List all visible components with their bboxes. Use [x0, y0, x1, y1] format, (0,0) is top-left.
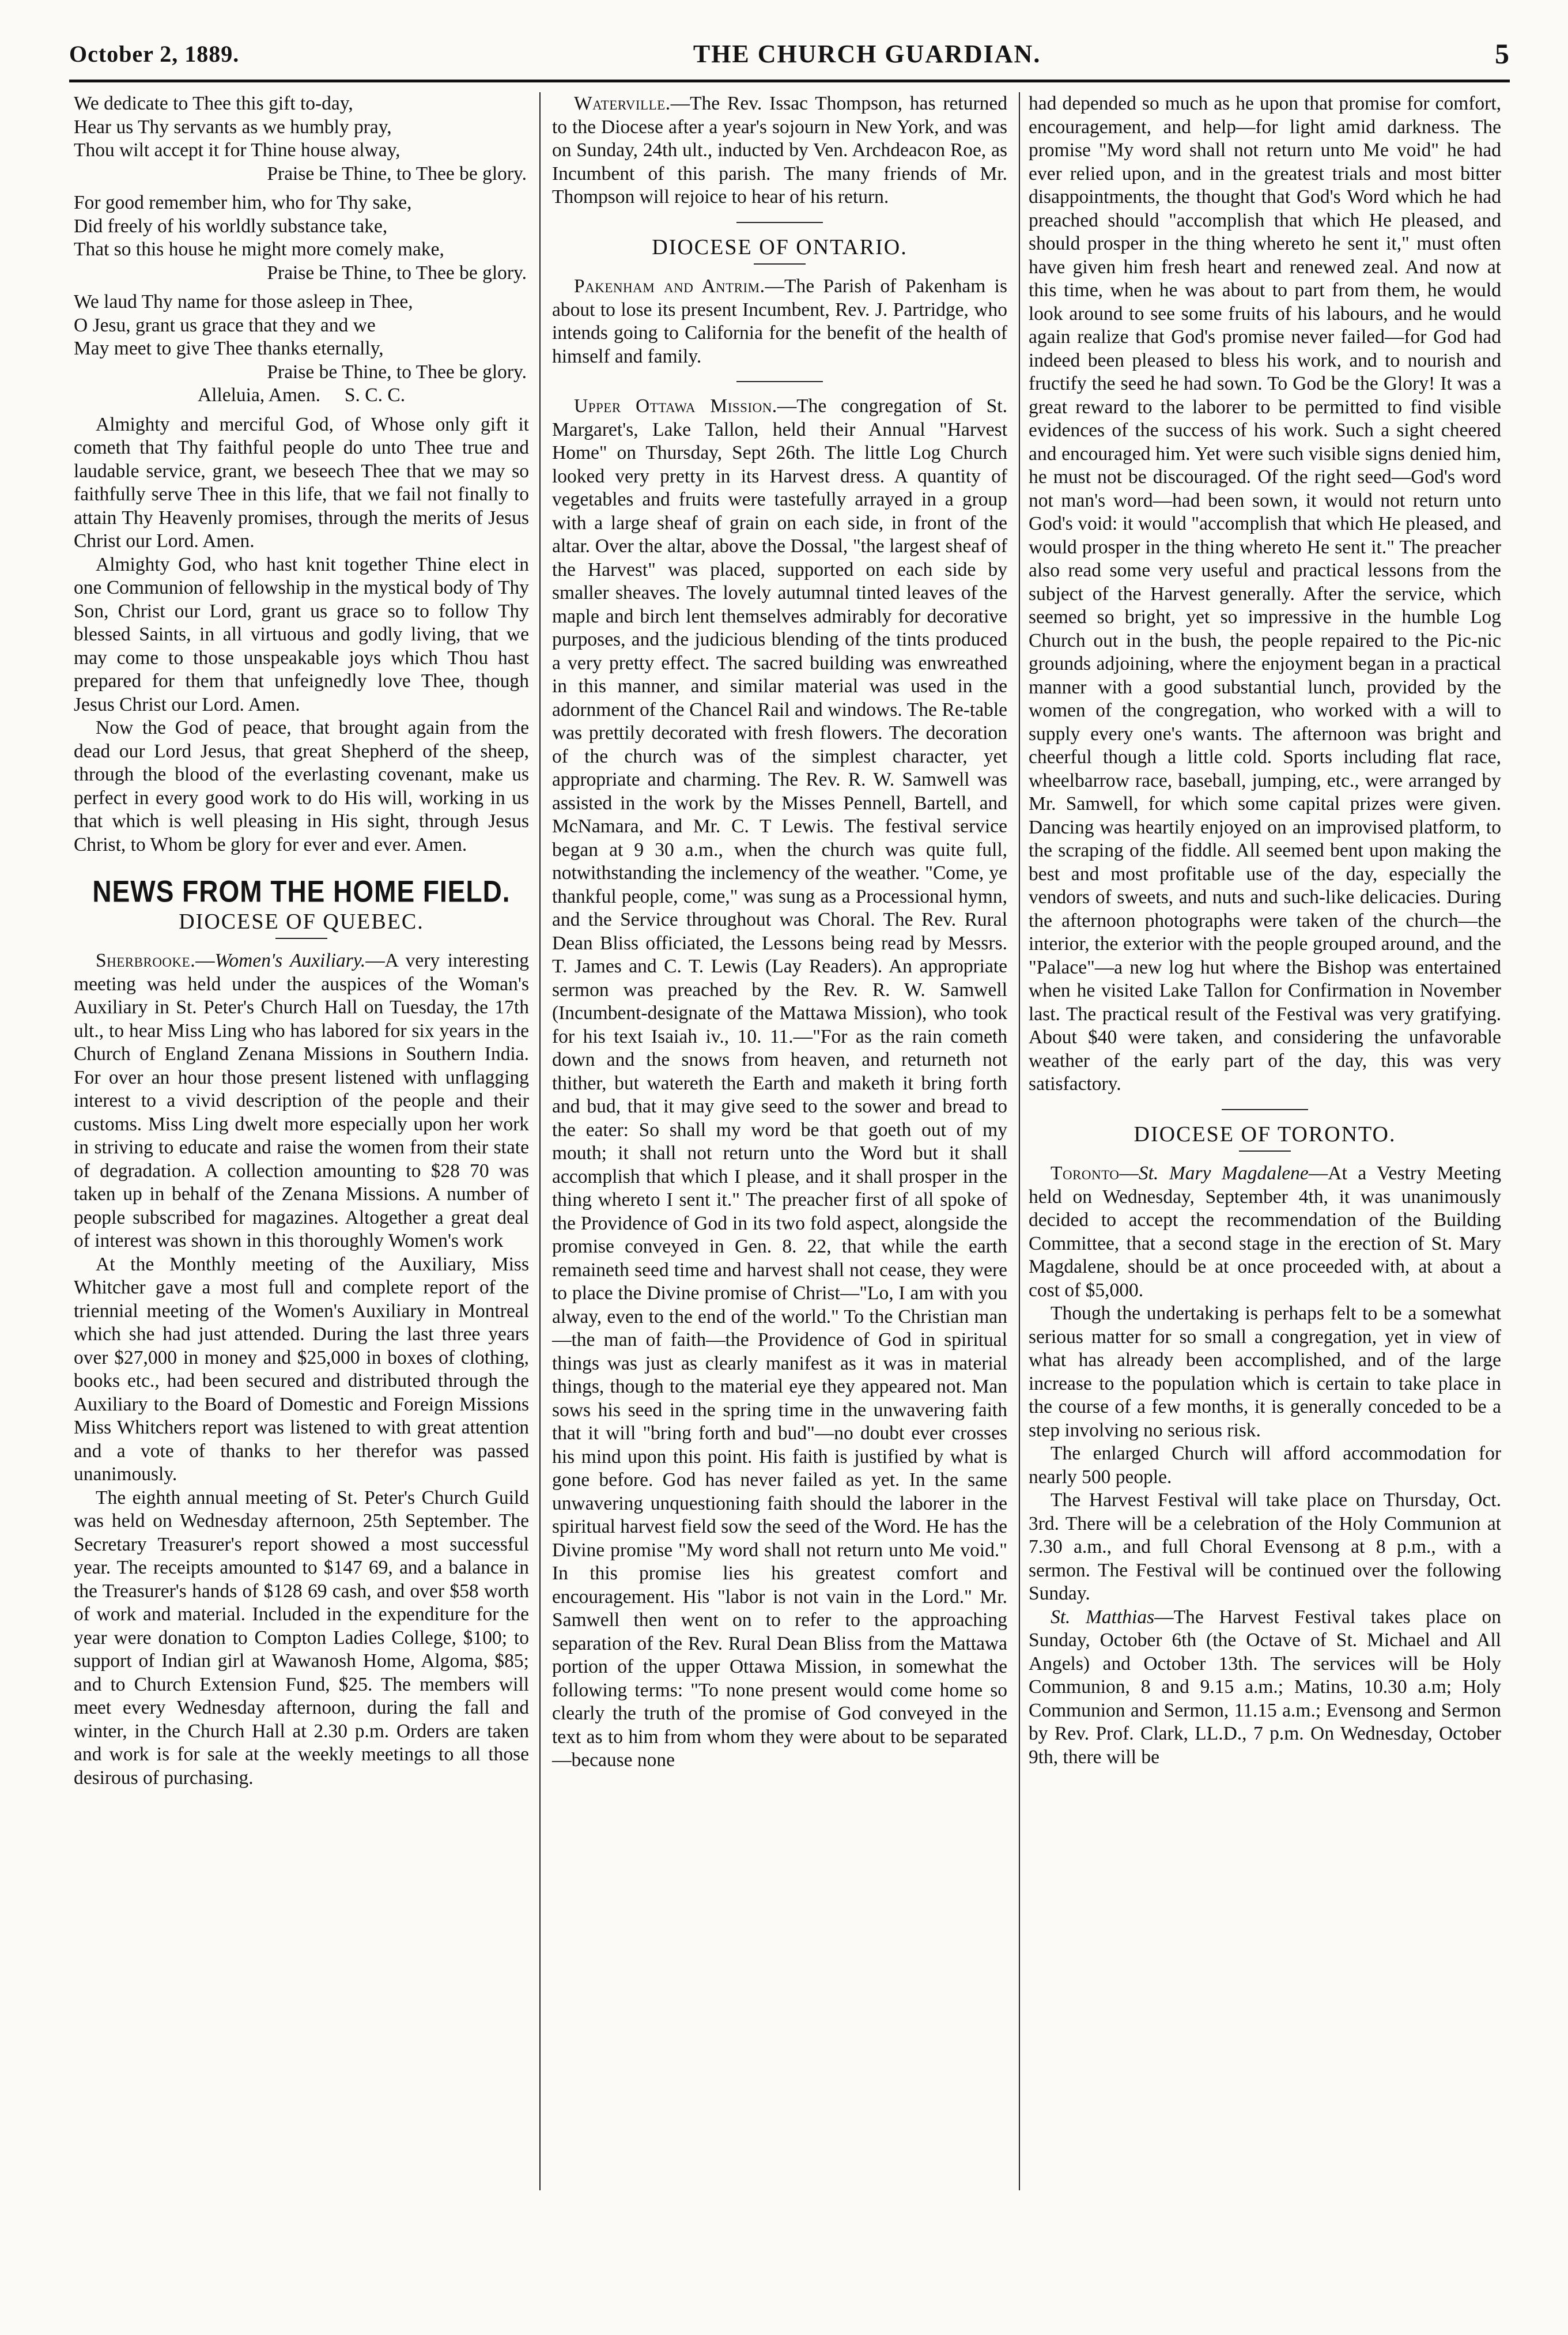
hymn-line: We dedicate to Thee this gift to-day,	[74, 93, 353, 114]
section-heading: NEWS FROM THE HOME FIELD.	[92, 874, 511, 908]
masthead	[69, 33, 1510, 74]
item-text: —A very interesting meeting was held under the auspices of the Woman's Auxiliary in St. Peter's Church Hall on Tuesday, the 17th ult., to hear Miss Ling who has labored for six years in the Church of England Zenana Missions in Southern India. For over an hour those present listened with unflagging interest to a vivid description of the people and their customs. Miss Ling dwelt more especially upon her work in striving to educate and raise the women from their state of degradation. A collection amounting to $28 70 was taken up in behalf of the Zenana Missions. A number of people subscribed for magazines. Altogether a great deal of interest was shown in this thoroughly Women's work	[74, 950, 529, 1251]
news-item-st-matthias	[1029, 1606, 1501, 1770]
page-number: 5	[1494, 37, 1510, 70]
collect-paragraph: Almighty God, who hast knit together Thine elect in one Communion of fellowship in the mystical body of Thy Son, Christ our Lord, grant us grace so to follow Thy blessed Saints, in all virtuous and godly living, that we may come to those unspeakable joys which Thou hast prepared for them that unfeignedly love Thee, though Jesus Christ our Lord. Amen.	[74, 553, 529, 715]
hymn-line: Did freely of his worldly substance take,	[74, 215, 388, 237]
hymn-refrain: Praise be Thine, to Thee be glory.	[267, 361, 527, 383]
hymn-stanza	[74, 191, 529, 285]
item-text: —At a Vestry Meeting held on Wednesday, September 4th, it was unanimously decided to accept the recommendation of the Building Committee, that a second stage in the erection of St. Mary Magdalene, should be at once proceeded with, at about a cost of $5,000.	[1029, 1163, 1501, 1301]
news-paragraph: The enlarged Church will afford accommodation for nearly 500 people.	[1029, 1443, 1501, 1488]
hymn-line: That so this house he might more comely make,	[74, 239, 444, 260]
hymn-line: O Jesu, grant us grace that they and we	[74, 314, 376, 336]
column-3	[1029, 92, 1501, 1769]
news-item-upper-ottawa	[552, 395, 1007, 1772]
continued-paragraph: had depended so much as he upon that promise for comfort, encouragement, and help—for light amid darkness. The promise "My word shall not return unto Me void" he had ever relied upon, and in the greatest trials and most bitter disappointments, the thought that God's Word which he had preached should "accomplish that which He pleased, and should prosper in the thing whereto he sent it," must often have given him fresh heart and renewed zeal. And now at this time, when he was about to part from them, he would look around to see some fruits of his labours, and he would again realize that God's promise never failed—for God had indeed been pleased to bless his work, and to nourish and fructify the seed he had sown. To God be the Glory! It was a great reward to the laborer to be permitted to find visible evidences of the success of his work. Such a sight cheered and encouraged him. Yet were such visible signs denied him, he must not be discouraged. Of the right seed—God's word not man's word—had been sown, it would not return unto God's void: it would "accomplish that which He pleased, and would prosper in the thing whereto He sent it." The preacher also read some very useful and practical lessons from the subject of the Harvest generally. After the service, which seemed so bright, yet so impressive in the humble Log Church out in the bush, the people repaired to the Pic-nic grounds adjoining, where the enjoyment began in a practical manner with a good substantial lunch, provided by the women of the congregation, who worked with a will to supply every one's wants. The afternoon was bright and cheerful though a little cold. Sports including flat race, wheelbarrow race, baseball, jumping, etc., were arranged by Mr. Samwell, for which some capital prizes were given. Dancing was heartily enjoyed on an improvised platform, to the scraping of the fiddle. All seemed bent upon making the best and most profitable use of the day, especially the vendors of sweets, and nuts and such-like delicacies. During the afternoon photographs were taken of the church—the interior, the exterior with the people grouped around, and the "Palace"—a new log hut where the Bishop was entertained when he visited Lake Tallon for Confirmation in November last. The practical result of the Festival was very gratifying. About $40 were taken, and considering the unfavorable weather of the early part of the day, this was very satisfactory.	[1029, 93, 1501, 1095]
item-text: —The Parish of Pakenham is about to lose its present Incumbent, Rev. J. Partridge, who intends going to California for the benefit of the health of himself and family.	[552, 276, 1007, 367]
place-name: Sherbrooke.	[96, 950, 196, 971]
publication-title: THE CHURCH GUARDIAN.	[693, 39, 1041, 68]
item-subject: Women's Auxiliary.	[214, 950, 366, 971]
news-item-toronto: Toronto—St. Mary Magdalene—At a Vestry Meeting held on Wednesday, September 4th, it was unanimously decided to accept the recommendation of the Building Committee, that a second stage in the erection of St. Mary Magdalene, should be at once proceeded with, at about a cost of $5,000.	[1029, 1163, 1501, 1301]
heading-rule	[754, 263, 806, 265]
heading-rule	[275, 938, 327, 939]
item-text: —The congregation of St. Margaret's, Lake Tallon, held their Annual "Harvest Home" on Thursday, Sept 26th. The little Log Church looked very pretty in its Harvest dress. A quantity of vegetables and fruits were tastefully arrayed in a group with a large sheaf of grain on each side, in front of the altar. Over the altar, above the Dossal, "the largest sheaf of the Harvest" was placed, supported on each side by smaller sheaves. The lovely autumnal tinted leaves of the maple and birch lent themselves admirably for decorative purposes, and the judicious blending of the tints produced a very pretty effect. The sacred building was enwreathed in this manner, and similar material was used in the adornment of the Chancel Rail and windows. The Re-table was prettily decorated with fresh flowers. The decoration of the church was of the simplest character, yet appropriate and charming. The Rev. R. W. Samwell was assisted in the work by the Misses Pennell, Bartell, and McNamara, and Mr. C. T Lewis. The festival service began at 9 30 a.m., when the church was quite full, notwithstanding the inclemency of the weather. "Come, ye thankful people, come," was sung as a Processional hymn, and the Service throughout was Choral. The Rev. Rural Dean Bliss officiated, the Lessons being read by Messrs. T. James and C. T. Lewis (Lay Readers). An appropriate sermon was preached by the Rev. R. W. Samwell (Incumbent-designate of the Mattawa Mission), who took for his text Isaiah iv., 10. 11.—"For as the rain cometh down and the snows from heaven, and returneth not thither, but watereth the Earth and maketh it bring forth and bud, that it may give seed to the sower and bread to the eater: So shall my word be that goeth out of my mouth; it shall not return unto the Word but it shall accomplish that which I please, and it shall prosper in the thing whereto I sent it." The preacher first of all spoke of the Providence of God in its two fold aspect, alongside the promise conveyed in Gen. 8. 22, that while the earth remaineth seed time and harvest shall not cease, they were to place the Divine promise of Christ—"Lo, I am with you alway, even to the end of the world." To the Christian man—the man of faith—the Providence of God in spiritual things was just as clearly manifest as it was in material things, though to the material eye they appeared not. Man sows his seed in the spring time in the unwavering faith that it will "bring forth and bud"—no doubt ever crosses his mind upon this point. His faith is justified by what is gone before. God has never failed as yet. In the same unwavering unquestioning faith should the laborer in the spiritual harvest field sow the seed of the Word. He has the Divine promise "My word shall not return unto Me void." In this promise lies his greatest comfort and encouragement. His "labor is not vain in the Lord." Mr. Samwell then went on to refer to the approaching separation of the Rev. Rural Dean Bliss from the Mattawa portion of the upper Ottawa Mission, in somewhat the following terms: "To none present would come home so clearly the truth of the promise of God conveyed in the text as to him from whom they were about to be separated—because none	[552, 395, 1007, 1771]
item-subject: St. Mary Magdalene	[1138, 1163, 1309, 1184]
hymn-refrain: Praise be Thine, to Thee be glory.	[267, 262, 527, 284]
separator-rule	[736, 381, 823, 382]
hymn-line: Hear us Thy servants as we humbly pray,	[74, 116, 392, 138]
column-divider	[539, 92, 541, 2190]
masthead-rule	[69, 80, 1510, 82]
heading-rule	[1239, 1150, 1291, 1152]
separator-rule	[1222, 1109, 1308, 1110]
hymn-line: Thou wilt accept it for Thine house alway,	[74, 139, 400, 161]
benediction-paragraph: Now the God of peace, that brought again from the dead our Lord Jesus, that great Shepherd of the sheep, through the blood of the everlasting covenant, make us perfect in every good work to do His will, working in us that which is well pleasing in His sight, through Jesus Christ, to Whom be glory for ever and ever. Amen.	[74, 717, 529, 855]
column-divider	[1019, 92, 1020, 2190]
news-item-sherbrooke: Sherbrooke.—Women's Auxiliary.—A very interesting meeting was held under the auspices of the Woman's Auxiliary in St. Peter's Church Hall on Tuesday, the 17th ult., to hear Miss Ling who has labored for six years in the Church of England Zenana Missions in Southern India. For over an hour those present listened with unflagging interest to a vivid description of the people and their customs. Miss Ling dwelt more especially upon her work in striving to educate and raise the women from their state of degradation. A collection amounting to $28 70 was taken up in behalf of the Zenana Missions. A number of people subscribed for magazines. Altogether a great deal of interest was shown in this thoroughly Women's work	[74, 950, 529, 1251]
place-name: Toronto	[1051, 1163, 1120, 1184]
item-text: —The Rev. Issac Thompson, has returned to the Diocese after a year's sojourn in New York, and was on Sunday, 24th ult., inducted by Ven. Archdeacon Roe, as Incumbent of this parish. The many friends of Mr. Thompson will rejoice to hear of his return.	[552, 93, 1007, 208]
place-name: Pakenham and Antrim.	[574, 276, 765, 297]
diocese-heading: DIOCESE OF ONTARIO.	[652, 235, 908, 259]
news-paragraph: The eighth annual meeting of St. Peter's Church Guild was held on Wednesday afternoon, 25th September. The Secretary Treasurer's report showed a most successful year. The receipts amounted to $147 69, and a balance in the Treasurer's hands of $128 69 cash, and over $58 worth of work and material. Included in the expenditure for the year were donation to Compton Ladies College, $100; to support of Indian girl at Wawanosh Home, Algoma, $85; and to Church Extension Fund, $25. The members will meet every Wednesday afternoon, during the fall and winter, in the Church Hall at 2.30 p.m. Orders are taken and work is for sale at the weekly meetings to all those desirous of purchasing.	[74, 1487, 529, 1789]
place-name: Upper Ottawa Mission.	[574, 395, 777, 417]
hymn-stanza	[74, 92, 529, 186]
news-item-pakenham	[552, 275, 1007, 368]
hymn-line: We laud Thy name for those asleep in Thee,	[74, 291, 413, 312]
column-1	[74, 92, 529, 1790]
diocese-heading: DIOCESE OF QUEBEC.	[179, 909, 424, 934]
news-paragraph: At the Monthly meeting of the Auxiliary, Miss Whitcher gave a most full and complete report of the triennial meeting of the Women's Auxiliary in Montreal which she had just attended. During the last three years over $27,000 in money and $25,000 in boxes of clothing, books etc., had been secured and distributed through the Auxiliary to the Board of Domestic and Foreign Missions Miss Whitchers report was listened to with great attention and a vote of thanks to her therefor was passed unanimously.	[74, 1253, 529, 1485]
news-item-waterville	[552, 92, 1007, 209]
news-paragraph: Though the undertaking is perhaps felt to be a somewhat serious matter for so small a congregation, yet in view of what has already been accomplished, and of the large increase to the population which is certain to take place in the course of a few months, it is generally conceded to be a step involving no serious risk.	[1029, 1303, 1501, 1441]
collect-paragraph: Almighty and merciful God, of Whose only gift it cometh that Thy faithful people do unto Thee true and laudable service, grant, we beseech Thee that we may so faithfully serve Thee in this life, that we fail not finally to attain Thy Heavenly promises, through the merits of Jesus Christ our Lord. Amen.	[74, 413, 529, 552]
column-2	[552, 92, 1007, 1772]
hymn-signature: Alleluia, Amen. S. C. C.	[197, 384, 406, 406]
item-text: —The Harvest Festival takes place on Sunday, October 6th (the Octave of St. Michael and All Angels) and October 13th. The services will be Holy Communion, 8 and 9.15 a.m.; Matins, 10.30 a.m; Holy Communion and Sermon, 11.15 a.m.; Evensong and Sermon by Rev. Prof. Clark, LL.D., 7 p.m. On Wednesday, October 9th, there will be	[1029, 1606, 1501, 1768]
hymn-refrain: Praise be Thine, to Thee be glory.	[267, 163, 527, 184]
news-paragraph: The Harvest Festival will take place on Thursday, Oct. 3rd. There will be a celebration of the Holy Communion at 7.30 a.m., and full Choral Evensong at 8 p.m., with a sermon. The Festival will be continued over the following Sunday.	[1029, 1489, 1501, 1604]
item-subject: St. Matthias	[1051, 1606, 1155, 1628]
hymn-line: For good remember him, who for Thy sake,	[74, 192, 412, 213]
separator-rule	[736, 222, 823, 223]
diocese-heading: DIOCESE OF TORONTO.	[1134, 1122, 1396, 1146]
issue-date: October 2, 1889.	[69, 40, 240, 67]
hymn-stanza	[74, 291, 529, 408]
place-name: Waterville.	[574, 93, 671, 114]
hymn-line: May meet to give Thee thanks eternally,	[74, 338, 384, 359]
